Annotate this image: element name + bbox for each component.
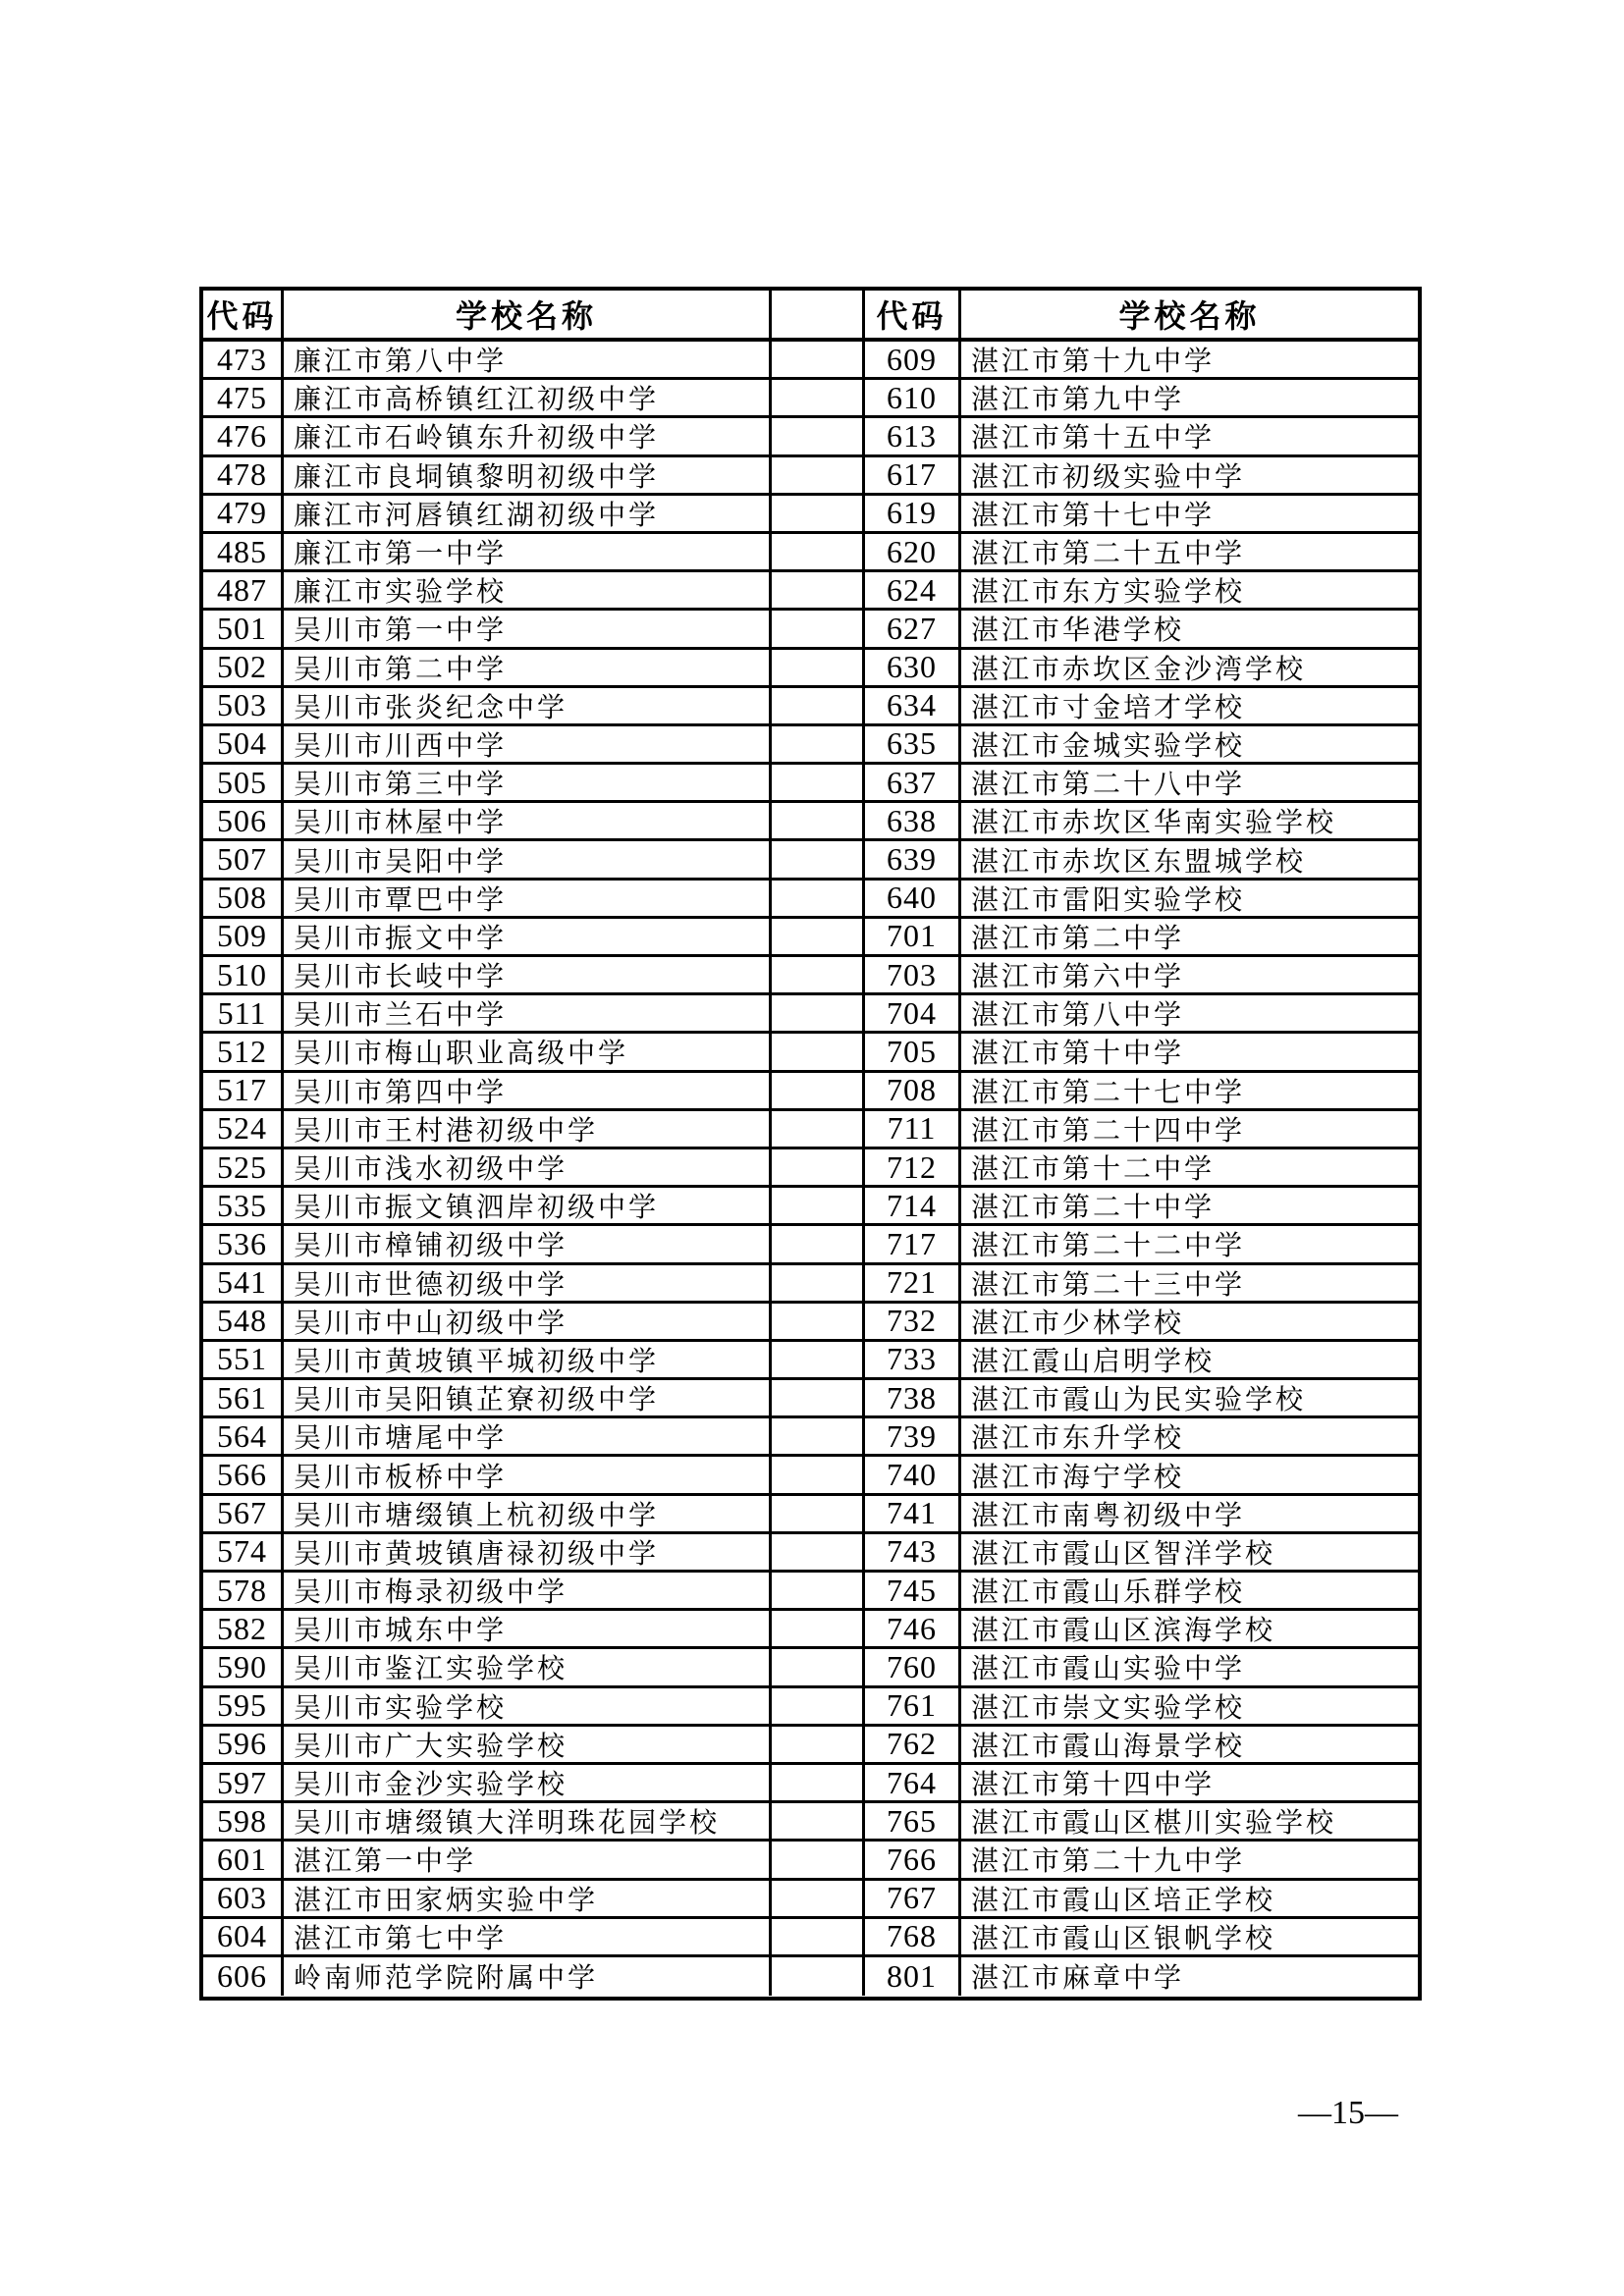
right-school-name-cell: 湛江市初级实验中学	[961, 457, 1418, 496]
right-school-name-cell: 湛江市第九中学	[961, 380, 1418, 418]
right-code-cell: 637	[865, 765, 961, 803]
left-school-name-cell: 吴川市长岐中学	[284, 957, 772, 995]
left-code-cell: 535	[203, 1188, 284, 1226]
left-code-cell: 596	[203, 1727, 284, 1765]
right-code-cell: 760	[865, 1649, 961, 1687]
spacer-cell	[772, 957, 865, 995]
right-school-name-header: 学校名称	[961, 291, 1418, 342]
spacer-cell	[772, 1881, 865, 1919]
right-code-cell: 609	[865, 342, 961, 380]
right-school-name-cell: 湛江霞山启明学校	[961, 1342, 1418, 1380]
right-code-cell: 761	[865, 1688, 961, 1727]
right-school-name-cell: 湛江市第二十八中学	[961, 765, 1418, 803]
left-school-name-cell: 廉江市高桥镇红江初级中学	[284, 380, 772, 418]
left-code-cell: 508	[203, 881, 284, 919]
spacer-cell	[772, 1919, 865, 1957]
left-school-name-cell: 吴川市塘尾中学	[284, 1418, 772, 1457]
left-code-cell: 478	[203, 457, 284, 496]
left-school-name-cell: 廉江市良垌镇黎明初级中学	[284, 457, 772, 496]
spacer-cell	[772, 1765, 865, 1803]
left-code-cell: 606	[203, 1957, 284, 1996]
right-code-cell: 740	[865, 1457, 961, 1495]
right-school-name-cell: 湛江市霞山乐群学校	[961, 1573, 1418, 1611]
left-school-name-cell: 吴川市板桥中学	[284, 1457, 772, 1495]
right-school-name-cell: 湛江市华港学校	[961, 611, 1418, 649]
right-code-cell: 741	[865, 1496, 961, 1534]
right-school-name-cell: 湛江市赤坎区金沙湾学校	[961, 650, 1418, 688]
right-code-cell: 630	[865, 650, 961, 688]
right-school-name-cell: 湛江市东方实验学校	[961, 572, 1418, 611]
left-school-name-cell: 吴川市黄坡镇唐禄初级中学	[284, 1534, 772, 1573]
left-school-name-cell: 吴川市梅录初级中学	[284, 1573, 772, 1611]
left-code-cell: 604	[203, 1919, 284, 1957]
right-code-cell: 705	[865, 1034, 961, 1072]
left-school-name-cell: 吴川市樟铺初级中学	[284, 1226, 772, 1264]
left-school-name-cell: 吴川市第三中学	[284, 765, 772, 803]
left-code-cell: 509	[203, 919, 284, 957]
left-school-name-cell: 湛江第一中学	[284, 1842, 772, 1880]
right-school-name-cell: 湛江市第二十三中学	[961, 1265, 1418, 1304]
left-code-cell: 507	[203, 841, 284, 880]
spacer-cell	[772, 919, 865, 957]
spacer-cell	[772, 1304, 865, 1342]
right-code-cell: 617	[865, 457, 961, 496]
spacer-cell	[772, 1611, 865, 1649]
left-school-name-cell: 吴川市梅山职业高级中学	[284, 1034, 772, 1072]
left-code-cell: 574	[203, 1534, 284, 1573]
left-school-name-cell: 吴川市浅水初级中学	[284, 1149, 772, 1188]
right-school-name-cell: 湛江市第二十五中学	[961, 534, 1418, 572]
right-school-name-cell: 湛江市第八中学	[961, 995, 1418, 1034]
right-school-name-cell: 湛江市南粤初级中学	[961, 1496, 1418, 1534]
left-code-cell: 506	[203, 803, 284, 841]
right-school-name-cell: 湛江市霞山区培正学校	[961, 1881, 1418, 1919]
spacer-cell	[772, 995, 865, 1034]
right-school-name-cell: 湛江市麻章中学	[971, 1963, 1185, 1995]
left-code-cell: 487	[203, 572, 284, 611]
right-code-cell: 767	[865, 1881, 961, 1919]
right-school-name-cell: 湛江市少林学校	[961, 1304, 1418, 1342]
right-code-cell: 717	[865, 1226, 961, 1264]
right-school-name-cell: 湛江市霞山区智洋学校	[961, 1534, 1418, 1573]
spacer-cell	[772, 1265, 865, 1304]
right-school-name-cell: 湛江市第二中学	[961, 919, 1418, 957]
left-code-cell: 603	[203, 1881, 284, 1919]
left-school-name-cell: 吴川市振文中学	[284, 919, 772, 957]
left-code-cell: 503	[203, 688, 284, 726]
left-school-name-cell: 吴川市吴阳中学	[284, 841, 772, 880]
right-code-cell: 732	[865, 1304, 961, 1342]
left-code-cell: 551	[203, 1342, 284, 1380]
left-code-cell: 548	[203, 1304, 284, 1342]
right-school-name-cell: 湛江市第十四中学	[961, 1765, 1418, 1803]
left-code-cell: 504	[203, 726, 284, 765]
right-code-cell: 703	[865, 957, 961, 995]
spacer-cell	[772, 1149, 865, 1188]
left-code-header: 代码	[203, 291, 284, 342]
left-code-cell: 485	[203, 534, 284, 572]
right-code-cell: 620	[865, 534, 961, 572]
left-code-cell: 473	[203, 342, 284, 380]
right-code-cell: 701	[865, 919, 961, 957]
spacer-cell	[772, 1188, 865, 1226]
left-code-cell: 525	[203, 1149, 284, 1188]
spacer-cell	[772, 534, 865, 572]
right-code-cell: 762	[865, 1727, 961, 1765]
right-code-cell: 639	[865, 841, 961, 880]
right-code-cell: 711	[865, 1111, 961, 1149]
right-school-name-cell: 湛江市第六中学	[961, 957, 1418, 995]
left-school-name-cell: 吴川市王村港初级中学	[284, 1111, 772, 1149]
spacer-cell	[772, 342, 865, 380]
left-code-cell: 476	[203, 418, 284, 456]
spacer-cell	[772, 572, 865, 611]
right-code-cell: 610	[865, 380, 961, 418]
left-school-name-cell: 吴川市中山初级中学	[284, 1304, 772, 1342]
right-code-cell: 739	[865, 1418, 961, 1457]
spacer-cell	[772, 841, 865, 880]
left-code-cell: 564	[203, 1418, 284, 1457]
left-code-cell: 479	[203, 496, 284, 534]
spacer-cell	[772, 881, 865, 919]
right-code-cell: 640	[865, 881, 961, 919]
spacer-cell	[772, 1727, 865, 1765]
right-code-cell: 708	[865, 1073, 961, 1111]
spacer-cell	[772, 1073, 865, 1111]
spacer-cell	[772, 1380, 865, 1418]
right-school-name-cell: 湛江市赤坎区东盟城学校	[961, 841, 1418, 880]
spacer-cell	[772, 457, 865, 496]
left-code-cell: 505	[203, 765, 284, 803]
left-school-name-cell: 吴川市塘缀镇上杭初级中学	[284, 1496, 772, 1534]
left-code-cell: 501	[203, 611, 284, 649]
spacer-cell	[772, 1457, 865, 1495]
right-code-cell: 764	[865, 1765, 961, 1803]
right-school-name-cell: 湛江市第十中学	[961, 1034, 1418, 1072]
right-school-name-cell: 湛江市赤坎区华南实验学校	[961, 803, 1418, 841]
left-code-cell: 598	[203, 1803, 284, 1842]
right-school-name-cell: 湛江市雷阳实验学校	[961, 881, 1418, 919]
spacer-cell	[772, 418, 865, 456]
left-school-name-cell: 湛江市第七中学	[284, 1919, 772, 1957]
left-school-name-cell: 吴川市世德初级中学	[284, 1265, 772, 1304]
right-code-cell: 704	[865, 995, 961, 1034]
school-code-table	[199, 287, 1422, 2001]
spacer-cell	[772, 1496, 865, 1534]
right-school-name-cell: 湛江市霞山实验中学	[961, 1649, 1418, 1687]
spacer-cell	[772, 1842, 865, 1880]
right-code-cell: 634	[865, 688, 961, 726]
spacer-cell	[772, 1534, 865, 1573]
left-school-name-cell: 吴川市塘缀镇大洋明珠花园学校	[284, 1803, 772, 1842]
left-code-cell: 510	[203, 957, 284, 995]
right-code-cell: 743	[865, 1534, 961, 1573]
right-school-name-cell: 湛江市金城实验学校	[961, 726, 1418, 765]
right-code-header: 代码	[865, 291, 961, 342]
left-school-name-cell: 吴川市鉴江实验学校	[284, 1649, 772, 1687]
left-code-cell: 566	[203, 1457, 284, 1495]
right-school-name-cell: 湛江市东升学校	[961, 1418, 1418, 1457]
left-school-name-header: 学校名称	[284, 291, 772, 342]
spacer-cell	[772, 688, 865, 726]
left-code-cell: 601	[203, 1842, 284, 1880]
left-code-cell: 512	[203, 1034, 284, 1072]
right-school-name-cell: 湛江市第二十中学	[961, 1188, 1418, 1226]
left-school-name-cell: 吴川市川西中学	[284, 726, 772, 765]
left-code-cell: 582	[203, 1611, 284, 1649]
spacer-cell	[772, 1957, 865, 1996]
right-school-name-cell: 湛江市第十五中学	[961, 418, 1418, 456]
right-school-name-cell: 湛江市霞山海景学校	[961, 1727, 1418, 1765]
right-school-name-cell: 湛江市第二十七中学	[961, 1073, 1418, 1111]
spacer-cell	[772, 496, 865, 534]
left-school-name-cell: 吴川市振文镇泗岸初级中学	[284, 1188, 772, 1226]
left-school-name-cell: 吴川市张炎纪念中学	[284, 688, 772, 726]
spacer-cell	[772, 1226, 865, 1264]
right-school-name-cell: 湛江市霞山为民实验学校	[961, 1380, 1418, 1418]
right-code-cell: 627	[865, 611, 961, 649]
left-code-cell: 502	[203, 650, 284, 688]
spacer-cell	[772, 380, 865, 418]
left-code-cell: 561	[203, 1380, 284, 1418]
right-school-name-cell: 湛江市霞山区椹川实验学校	[961, 1803, 1418, 1842]
left-code-cell: 578	[203, 1573, 284, 1611]
left-code-cell: 517	[203, 1073, 284, 1111]
spacer-cell	[772, 1649, 865, 1687]
left-school-name-cell: 吴川市黄坡镇平城初级中学	[284, 1342, 772, 1380]
left-school-name-cell: 吴川市第一中学	[284, 611, 772, 649]
right-code-cell: 746	[865, 1611, 961, 1649]
left-code-cell: 567	[203, 1496, 284, 1534]
left-school-name-cell: 吴川市第二中学	[284, 650, 772, 688]
left-code-cell: 590	[203, 1649, 284, 1687]
left-school-name-cell: 廉江市实验学校	[284, 572, 772, 611]
right-school-name-cell: 湛江市海宁学校	[961, 1457, 1418, 1495]
left-school-name-cell: 吴川市吴阳镇芷寮初级中学	[284, 1380, 772, 1418]
left-school-name-cell: 吴川市广大实验学校	[284, 1727, 772, 1765]
right-school-name-cell: 湛江市霞山区银帆学校	[961, 1919, 1418, 1957]
right-code-cell: 766	[865, 1842, 961, 1880]
left-school-name-cell: 廉江市第一中学	[284, 534, 772, 572]
left-school-name-cell: 廉江市河唇镇红湖初级中学	[284, 496, 772, 534]
right-code-cell: 714	[865, 1188, 961, 1226]
left-school-name-cell: 吴川市兰石中学	[284, 995, 772, 1034]
left-school-name-cell: 湛江市田家炳实验中学	[284, 1881, 772, 1919]
right-code-cell: 765	[865, 1803, 961, 1842]
left-school-name-cell: 廉江市第八中学	[284, 342, 772, 380]
spacer-cell	[772, 1418, 865, 1457]
right-school-name-cell: 湛江市第二十二中学	[961, 1226, 1418, 1264]
right-school-name-cell: 湛江市第十七中学	[961, 496, 1418, 534]
page-number: —15—	[1298, 2095, 1398, 2131]
left-school-name-cell: 吴川市实验学校	[284, 1688, 772, 1727]
left-code-cell: 536	[203, 1226, 284, 1264]
right-code-cell: 619	[865, 496, 961, 534]
right-school-name-cell: 湛江市霞山区滨海学校	[961, 1611, 1418, 1649]
left-school-name-cell: 吴川市金沙实验学校	[284, 1765, 772, 1803]
spacer-cell	[772, 803, 865, 841]
spacer-cell	[772, 726, 865, 765]
right-code-cell: 745	[865, 1573, 961, 1611]
right-school-name-cell: 湛江市第二十九中学	[961, 1842, 1418, 1880]
left-code-cell: 511	[203, 995, 284, 1034]
right-code-cell: 768	[865, 1919, 961, 1957]
spacer-cell	[772, 1034, 865, 1072]
spacer-cell	[772, 650, 865, 688]
right-school-name-cell: 湛江市第十二中学	[961, 1149, 1418, 1188]
left-code-cell: 541	[203, 1265, 284, 1304]
spacer-cell	[772, 1342, 865, 1380]
left-code-cell: 475	[203, 380, 284, 418]
right-code-cell: 635	[865, 726, 961, 765]
right-code-cell: 613	[865, 418, 961, 456]
left-school-name-cell: 岭南师范学院附属中学	[284, 1957, 772, 1996]
left-school-name-cell: 吴川市林屋中学	[284, 803, 772, 841]
left-school-name-cell: 吴川市覃巴中学	[284, 881, 772, 919]
spacer-cell	[772, 1573, 865, 1611]
left-code-cell: 595	[203, 1688, 284, 1727]
left-school-name-cell: 吴川市第四中学	[284, 1073, 772, 1111]
spacer-cell	[772, 611, 865, 649]
right-school-name-cell: 湛江市崇文实验学校	[961, 1688, 1418, 1727]
left-code-cell: 597	[203, 1765, 284, 1803]
spacer-cell	[772, 1688, 865, 1727]
spacer-header	[772, 291, 865, 342]
right-code-cell: 733	[865, 1342, 961, 1380]
left-code-cell: 524	[203, 1111, 284, 1149]
right-school-name-cell: 湛江市第二十四中学	[961, 1111, 1418, 1149]
left-school-name-cell: 吴川市城东中学	[284, 1611, 772, 1649]
right-code-cell: 712	[865, 1149, 961, 1188]
spacer-cell	[772, 1111, 865, 1149]
right-school-name-cell: 湛江市第十九中学	[961, 342, 1418, 380]
right-code-cell: 624	[865, 572, 961, 611]
left-school-name-cell: 廉江市石岭镇东升初级中学	[284, 418, 772, 456]
right-code-cell: 721	[865, 1265, 961, 1304]
spacer-cell	[772, 1803, 865, 1842]
spacer-cell	[772, 765, 865, 803]
right-code-cell: 801	[865, 1957, 961, 1996]
right-code-cell: 638	[865, 803, 961, 841]
right-code-cell: 738	[865, 1380, 961, 1418]
right-school-name-cell: 湛江市寸金培才学校	[961, 688, 1418, 726]
